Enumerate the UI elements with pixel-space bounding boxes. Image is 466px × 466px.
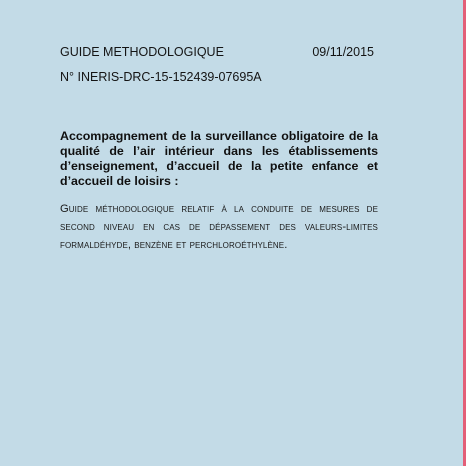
document-header [60, 45, 374, 59]
document-date: 09/11/2015 [312, 45, 374, 59]
document-subtitle: Guide méthodologique relatif à la conduite de mesures de second niveau en cas de dépassement des valeurs-limites formaldéhyde, benzène et perchloroéthylène. [60, 203, 378, 251]
guide-label: GUIDE METHODOLOGIQUE [60, 45, 224, 59]
document-title: Accompagnement de la surveillance obligatoire de la qualité de l’air intérieur dans les établissements d’enseignement, d’accueil de la petite enfance et d’accueil de loisirs : [60, 129, 378, 188]
document-reference: N° INERIS-DRC-15-152439-07695A [60, 70, 262, 84]
